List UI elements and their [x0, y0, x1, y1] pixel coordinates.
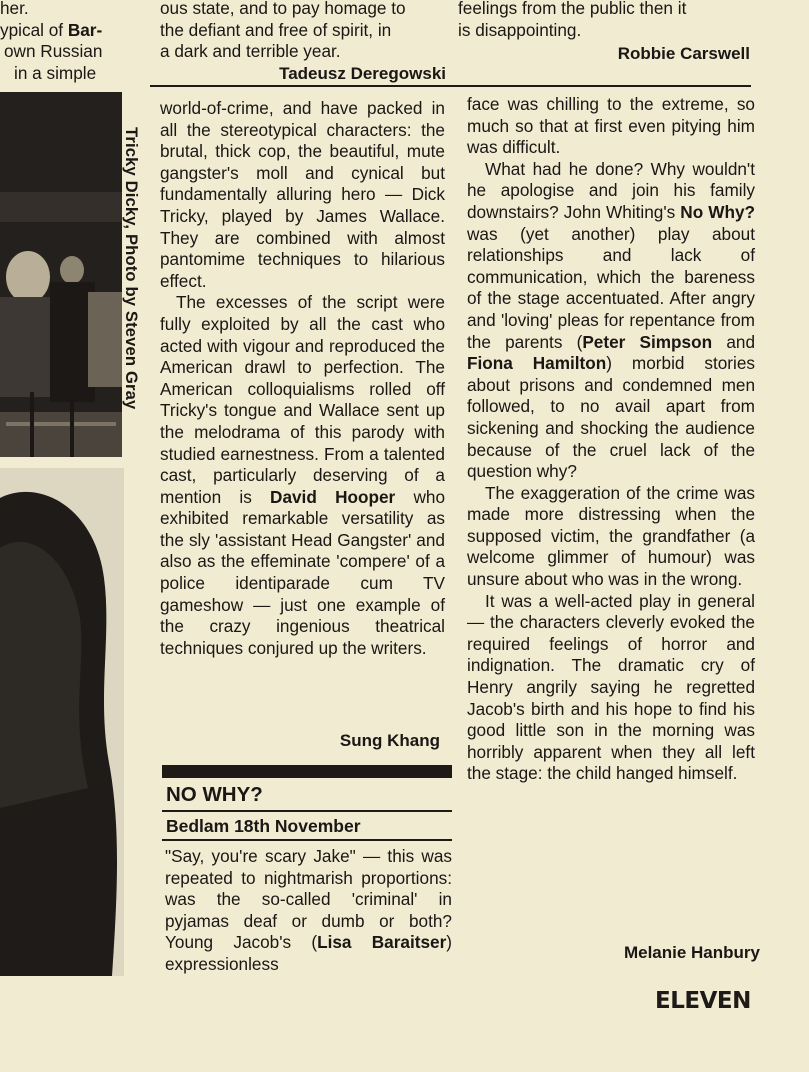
left-text-fragment: ypical of — [0, 19, 68, 40]
text-fragment: who exhibited remarkable versatility as the sly 'assistant Head Gangster' and also as the effeminate 'compere' of a police identiparade cum TV gameshow — just one example of the crazy ingenious theatrical techniques conjured up the writers. — [160, 486, 445, 658]
text-line: the defiant and free of spirit, in — [160, 19, 392, 40]
page-number-label: ELEVEN — [655, 988, 751, 1014]
byline: Sung Khang — [339, 731, 440, 750]
paragraph — [467, 159, 755, 483]
text-line: a dark and terrible year. — [160, 41, 341, 62]
heading-bar — [162, 765, 452, 778]
left-text-line — [0, 20, 132, 42]
text-fragment: What had he done? Why wouldn't he apologise and join his family downstairs? John Whiting's — [467, 158, 755, 222]
text-fragment: "Say, you're scary Jake" — this was repeated to nightmarish proportions: was the so-called 'criminal' in pyjamas deaf or dumb or both? Young Jacob's ( — [165, 846, 452, 953]
text-line: feelings from the public then it — [458, 0, 687, 18]
photo-caption-text: Tricky Dicky, Photo by Steven Gray — [122, 127, 141, 410]
actor-name: Lisa Baraitser — [317, 932, 447, 953]
paragraph — [165, 846, 452, 976]
actor-name: David Hooper — [270, 486, 396, 507]
byline: Melanie Hanbury — [623, 943, 760, 962]
theatre-photo-top — [0, 92, 122, 457]
left-text-bold: Bar- — [67, 19, 103, 40]
byline: Robbie Carswell — [617, 44, 750, 64]
venue-underline — [162, 839, 452, 841]
left-text-line: her. — [0, 0, 29, 18]
photo-image — [0, 468, 124, 976]
actor-name: Peter Simpson — [582, 331, 713, 352]
title-underline — [162, 810, 452, 812]
text-line: is disappointing. — [458, 19, 582, 40]
section-divider — [150, 85, 751, 87]
text-line: ous state, and to pay homage to — [160, 0, 406, 18]
left-text-line: own Russian — [4, 41, 103, 62]
paragraph: It was a well-acted play in general — the characters cleverly evoked the required feelings of horror and indignation. The dramatic cry of Henry angrily saying he regretted Jacob's birth and his hope to find his good little son in the morning was horribly apparent when they all left the stage: the child hanged himself. — [467, 590, 755, 784]
photo-image — [0, 92, 122, 457]
play-title: No Why? — [680, 201, 756, 222]
previous-review-ending-right — [458, 0, 750, 65]
byline: Tadeusz Deregowski — [279, 63, 446, 83]
left-text-line: in a simple — [14, 62, 97, 83]
paragraph: The exaggeration of the crime was made more distressing when the supposed victim, the grandfather (a welcome glimmer of humour) was unsure about who was in the wrong. — [467, 482, 755, 590]
theatre-photo-bottom — [0, 468, 124, 976]
text-fragment: ) expressionless — [165, 932, 452, 974]
review-no-why-continued — [467, 94, 755, 785]
text-fragment: ) morbid stories about prisons and condemned men followed, to no avail apart from sickening and shocking the audience because of the cruel lack of the question why? — [467, 353, 755, 482]
previous-review-ending — [160, 0, 448, 85]
paragraph: world-of-crime, and have packed in all the stereotypical characters: the brutal, thick cop, the beautiful, mute gangster's moll and cynical but fundamentally alluring hero — Dick Tricky, played by James Wallace. They are combined with almost pantomime techniques to hilarious effect. — [160, 98, 445, 291]
left-column-text — [0, 0, 132, 84]
review-sung-khang — [160, 98, 445, 659]
paragraph — [160, 292, 445, 659]
text-fragment: and — [712, 331, 755, 352]
review-no-why-start — [165, 846, 452, 976]
paragraph: face was chilling to the extreme, so much so that at first even pitying him was difficult. — [467, 94, 755, 158]
photo-caption — [121, 127, 141, 445]
review-title: NO WHY? — [166, 783, 263, 806]
review-venue: Bedlam 18th November — [166, 816, 361, 836]
text-fragment: was (yet another) play about relationships and lack of communication, which the bareness of the stage accentuated. After angry and 'loving' pleas for repentance from the parents ( — [467, 223, 755, 352]
actor-name: Fiona Hamilton — [467, 353, 607, 374]
text-fragment: The excesses of the script were fully exploited by all the cast who acted with vigour and reproduced the American drawl to perfection. The American colloquialisms rolled off Tricky's tongue and Wallace sent up the melodrama of this parody with studied earnestness. From a talented cast, particularly deserving of a mention is — [160, 292, 445, 507]
